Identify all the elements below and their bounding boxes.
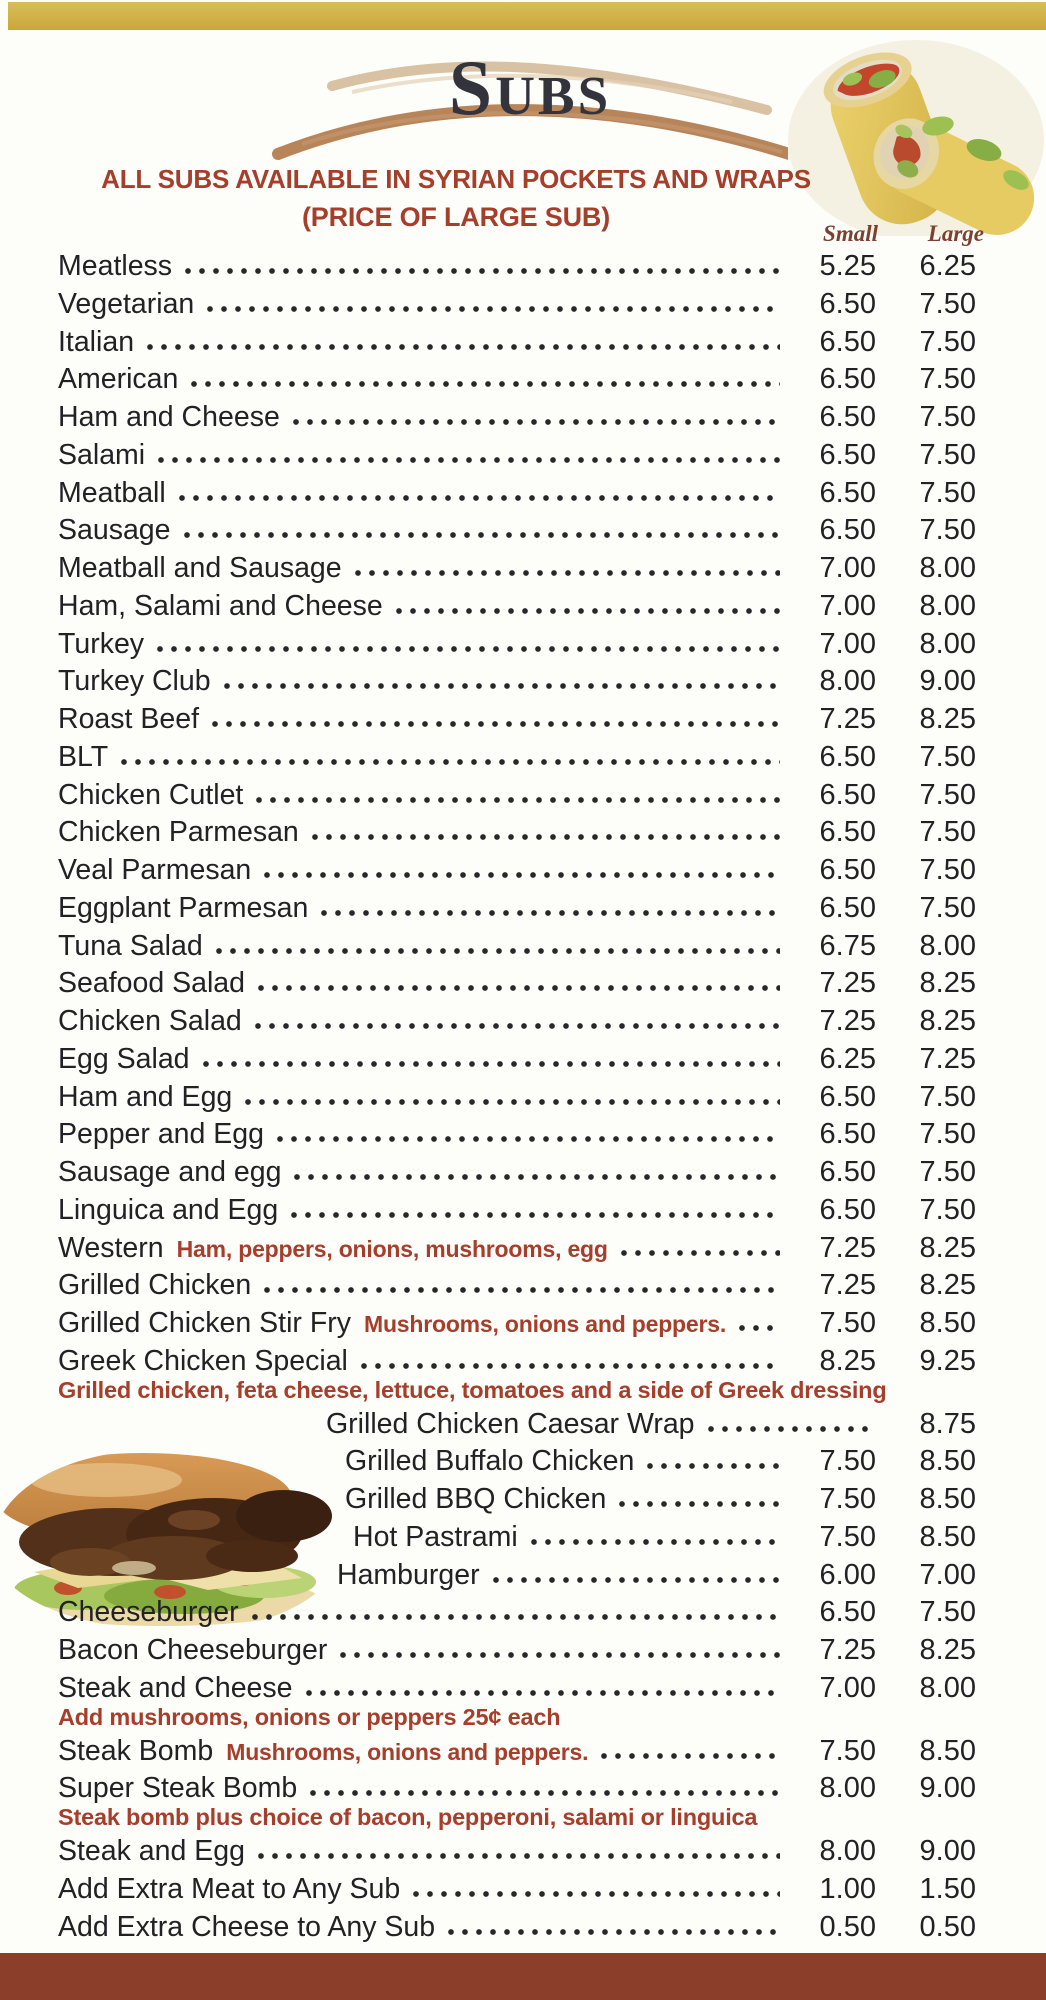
menu-row (0, 1343, 1046, 1381)
menu-row (0, 588, 1046, 626)
dot-leader (252, 796, 780, 804)
dot-leader (199, 1060, 780, 1068)
price-small: 5.25 (819, 250, 876, 282)
menu-row (0, 361, 1046, 399)
price-large: 6.25 (919, 250, 976, 282)
menu-row (0, 1770, 1046, 1808)
dot-leader (181, 267, 780, 275)
price-large: 9.00 (919, 1772, 976, 1805)
menu-list (0, 248, 1046, 1946)
price-large: 8.00 (919, 589, 976, 622)
price-large: 7.50 (919, 363, 976, 396)
item-name: Ham and Egg (58, 1080, 233, 1113)
dot-leader (336, 1651, 780, 1659)
menu-row (0, 1406, 1046, 1444)
dot-leader (289, 418, 780, 426)
item-description: Mushrooms, onions and peppers. (363, 1311, 727, 1337)
menu-row (0, 1003, 1046, 1041)
item-name: Bacon Cheeseburger (58, 1634, 328, 1666)
price-small: 6.50 (819, 891, 876, 924)
dot-leader (153, 645, 780, 653)
column-header-large: Large (927, 221, 984, 246)
price-small: 6.50 (819, 287, 876, 320)
price-large: 0.50 (919, 1910, 976, 1943)
menu-row (0, 1670, 1046, 1708)
menu-row (0, 512, 1046, 550)
price-large: 8.00 (919, 929, 976, 962)
price-small: 6.50 (819, 1596, 876, 1629)
menu-row (0, 1192, 1046, 1230)
item-name: American (58, 363, 179, 396)
dot-leader (306, 1789, 780, 1797)
dot-leader (254, 984, 780, 992)
dot-leader (260, 1286, 780, 1294)
price-small: 8.00 (819, 1835, 876, 1867)
menu-row (0, 324, 1046, 362)
price-large: 8.50 (919, 1445, 976, 1478)
price-large: 8.00 (919, 1671, 976, 1704)
price-large: 7.25 (919, 1042, 976, 1075)
item-name: Ham and Cheese (58, 401, 280, 433)
price-small: 6.50 (819, 325, 876, 358)
dot-leader (251, 1022, 780, 1030)
price-small: 7.25 (819, 703, 876, 735)
price-small: 6.75 (819, 929, 876, 962)
dot-leader (175, 494, 780, 502)
dot-leader (248, 1613, 780, 1621)
dot-leader (273, 1135, 780, 1143)
price-small: 8.25 (819, 1344, 876, 1377)
price-small: 7.25 (819, 1005, 876, 1037)
item-name: Meatless (58, 250, 173, 282)
menu-row (0, 852, 1046, 890)
item-name: Greek Chicken Special (58, 1344, 348, 1377)
menu-row (0, 1871, 1046, 1909)
menu-row (0, 663, 1046, 701)
tagline-price-note: (PRICE OF LARGE SUB) (301, 202, 610, 232)
menu-row (0, 248, 1046, 286)
dot-leader (180, 531, 780, 539)
item-note: Add mushrooms, onions or peppers 25¢ each (58, 1703, 561, 1730)
price-small: 7.25 (819, 1269, 876, 1302)
price-large: 7.50 (919, 1156, 976, 1188)
item-name: Hamburger (337, 1558, 480, 1591)
dot-leader (444, 1928, 780, 1936)
item-name: Turkey Club (58, 665, 211, 698)
item-name: Western (58, 1231, 164, 1264)
menu-row (0, 1443, 1046, 1481)
title-first-letter: S (448, 44, 496, 131)
dot-leader (187, 380, 780, 388)
menu-row (0, 1267, 1046, 1305)
menu-row (0, 286, 1046, 324)
price-small: 6.50 (819, 363, 876, 396)
price-small: 8.00 (819, 1772, 876, 1805)
item-note: Grilled chicken, feta cheese, lettuce, tomatoes and a side of Greek dressing (58, 1376, 887, 1403)
menu-row (0, 1154, 1046, 1192)
bottom-maroon-bar (0, 1953, 1046, 2000)
dot-leader (287, 1211, 780, 1219)
menu-row (0, 626, 1046, 664)
price-small: 6.50 (819, 816, 876, 849)
price-small: 7.25 (819, 967, 876, 1000)
menu-row (0, 701, 1046, 739)
price-large: 7.50 (919, 1080, 976, 1113)
price-large: 8.25 (919, 703, 976, 735)
price-large: 7.50 (919, 1193, 976, 1226)
price-large: 7.50 (919, 401, 976, 433)
price-large: 8.50 (919, 1734, 976, 1767)
item-name: Meatball and Sausage (58, 552, 342, 584)
item-name: Steak and Cheese (58, 1671, 293, 1704)
price-small: 8.00 (819, 665, 876, 698)
item-name: Roast Beef (58, 703, 199, 735)
item-description: Mushrooms, onions and peppers. (226, 1738, 589, 1765)
price-small: 7.00 (819, 627, 876, 660)
price-small: 6.50 (819, 1080, 876, 1113)
price-small: 6.00 (819, 1558, 876, 1591)
item-name: Eggplant Parmesan (58, 891, 309, 924)
price-small: 7.50 (819, 1307, 876, 1339)
menu-row (0, 550, 1046, 588)
title-rest: UBS (495, 65, 612, 126)
price-large: 9.00 (919, 665, 976, 698)
price-small: 7.25 (819, 1634, 876, 1666)
top-gold-bar (8, 2, 1046, 30)
price-large: 8.25 (919, 1005, 976, 1037)
menu-row (0, 1481, 1046, 1519)
dot-leader (154, 456, 780, 464)
price-small: 7.50 (819, 1483, 876, 1515)
item-name: Add Extra Meat to Any Sub (58, 1872, 401, 1905)
menu-row (0, 814, 1046, 852)
price-large: 7.50 (919, 891, 976, 924)
price-large: 7.50 (919, 438, 976, 471)
price-large: 8.25 (919, 1269, 976, 1302)
price-large: 9.00 (919, 1835, 976, 1867)
dot-leader (489, 1576, 780, 1584)
item-name: Seafood Salad (58, 967, 245, 1000)
price-small: 6.50 (819, 740, 876, 773)
price-large: 1.50 (919, 1872, 976, 1905)
dot-leader (704, 1425, 872, 1433)
item-name: Italian (58, 325, 135, 358)
item-name: Cheeseburger (58, 1596, 239, 1629)
column-header-small: Small (823, 221, 878, 246)
item-name: Vegetarian (58, 287, 195, 320)
price-small: 6.50 (819, 514, 876, 547)
dot-leader (143, 343, 780, 351)
dot-leader (527, 1538, 780, 1546)
dot-leader (357, 1362, 780, 1370)
price-small: 7.50 (819, 1520, 876, 1553)
dot-leader (409, 1890, 780, 1898)
price-large: 7.50 (919, 816, 976, 849)
menu-row (0, 1632, 1046, 1670)
menu-row (0, 437, 1046, 475)
item-name: Pepper and Egg (58, 1118, 264, 1151)
menu-row (0, 1041, 1046, 1079)
item-name: Chicken Salad (58, 1005, 242, 1037)
price-small: 7.00 (819, 589, 876, 622)
price-large: 8.50 (919, 1520, 976, 1553)
price-large: 8.75 (919, 1407, 976, 1440)
item-name: Sausage (58, 514, 171, 547)
menu-row (0, 928, 1046, 966)
item-name: Steak and Egg (58, 1835, 245, 1867)
price-large: 8.00 (919, 552, 976, 584)
price-large: 7.50 (919, 287, 976, 320)
price-large: 9.25 (919, 1344, 976, 1377)
dot-leader (643, 1462, 780, 1470)
price-large: 8.00 (919, 627, 976, 660)
dot-leader (351, 569, 780, 577)
price-small: 1.00 (819, 1872, 876, 1905)
price-large: 7.50 (919, 1118, 976, 1151)
price-large: 7.50 (919, 1596, 976, 1629)
item-name: Tuna Salad (58, 929, 203, 962)
price-large: 8.50 (919, 1307, 976, 1339)
price-large: 8.25 (919, 967, 976, 1000)
dot-leader (117, 758, 780, 766)
dot-leader (220, 682, 780, 690)
price-large: 8.25 (919, 1634, 976, 1666)
item-name: Super Steak Bomb (58, 1772, 298, 1805)
menu-row (0, 1116, 1046, 1154)
item-name: Ham, Salami and Cheese (58, 589, 383, 622)
menu-row (0, 1909, 1046, 1947)
price-small: 7.50 (819, 1734, 876, 1767)
item-name: Hot Pastrami (353, 1520, 518, 1553)
item-name: Steak Bomb (58, 1734, 214, 1767)
dot-leader (260, 871, 780, 879)
dot-leader (290, 1173, 780, 1181)
price-large: 7.50 (919, 854, 976, 886)
price-small: 7.50 (819, 1445, 876, 1478)
price-large: 7.00 (919, 1558, 976, 1591)
item-name: Turkey (58, 627, 145, 660)
menu-row (0, 965, 1046, 1003)
dot-leader (254, 1852, 780, 1860)
price-large: 7.50 (919, 325, 976, 358)
menu-row (0, 1733, 1046, 1771)
dot-leader (735, 1324, 780, 1332)
menu-row (0, 890, 1046, 928)
item-name: BLT (58, 740, 109, 773)
price-small: 7.00 (819, 1671, 876, 1704)
item-name: Meatball (58, 476, 166, 509)
item-description: Ham, peppers, onions, mushrooms, egg (176, 1235, 608, 1262)
price-large: 8.25 (919, 1231, 976, 1264)
item-name: Salami (58, 438, 146, 471)
dot-leader (203, 305, 780, 313)
price-large: 7.50 (919, 514, 976, 547)
item-name: Grilled Buffalo Chicken (345, 1445, 635, 1478)
price-small: 0.50 (819, 1910, 876, 1943)
price-small: 6.50 (819, 1193, 876, 1226)
price-small: 7.25 (819, 1231, 876, 1264)
dot-leader (302, 1689, 781, 1697)
menu-row (0, 399, 1046, 437)
item-name: Grilled Chicken Stir Fry (58, 1307, 351, 1339)
dot-leader (241, 1098, 780, 1106)
menu-row (0, 1519, 1046, 1557)
dot-leader (617, 1249, 780, 1257)
menu-row (0, 1557, 1046, 1595)
price-large: 7.50 (919, 476, 976, 509)
dot-leader (308, 833, 780, 841)
item-name: Grilled Chicken (58, 1269, 252, 1302)
dot-leader (392, 607, 780, 615)
tagline-availability: ALL SUBS AVAILABLE IN SYRIAN POCKETS AND WRAPS (101, 164, 811, 194)
item-name: Chicken Parmesan (58, 816, 299, 849)
price-small: 6.50 (819, 401, 876, 433)
price-small: 6.50 (819, 1118, 876, 1151)
menu-row (0, 1079, 1046, 1117)
price-small: 6.50 (819, 476, 876, 509)
price-small: 6.50 (819, 778, 876, 811)
price-small: 6.25 (819, 1042, 876, 1075)
price-small: 6.50 (819, 854, 876, 886)
menu-row (0, 777, 1046, 815)
menu-row (0, 739, 1046, 777)
menu-row (0, 1833, 1046, 1871)
item-name: Add Extra Cheese to Any Sub (58, 1910, 436, 1943)
dot-leader (597, 1752, 780, 1760)
price-large: 8.50 (919, 1483, 976, 1515)
item-name: Chicken Cutlet (58, 778, 244, 811)
item-name: Sausage and egg (58, 1156, 282, 1188)
item-name: Linguica and Egg (58, 1193, 279, 1226)
dot-leader (615, 1500, 780, 1508)
menu-row (0, 1594, 1046, 1632)
price-small: 6.50 (819, 1156, 876, 1188)
item-note: Steak bomb plus choice of bacon, pepperoni, salami or linguica (58, 1804, 758, 1830)
item-name: Grilled Chicken Caesar Wrap (326, 1407, 695, 1440)
menu-row (0, 1230, 1046, 1268)
item-name: Egg Salad (58, 1042, 190, 1075)
menu-row (0, 475, 1046, 513)
item-name: Veal Parmesan (58, 854, 252, 886)
menu-row (0, 1305, 1046, 1343)
price-small: 7.00 (819, 552, 876, 584)
dot-leader (212, 947, 780, 955)
price-small: 6.50 (819, 438, 876, 471)
item-name: Grilled BBQ Chicken (345, 1483, 607, 1515)
dot-leader (208, 720, 780, 728)
price-large: 7.50 (919, 778, 976, 811)
price-large: 7.50 (919, 740, 976, 773)
dot-leader (317, 909, 780, 917)
